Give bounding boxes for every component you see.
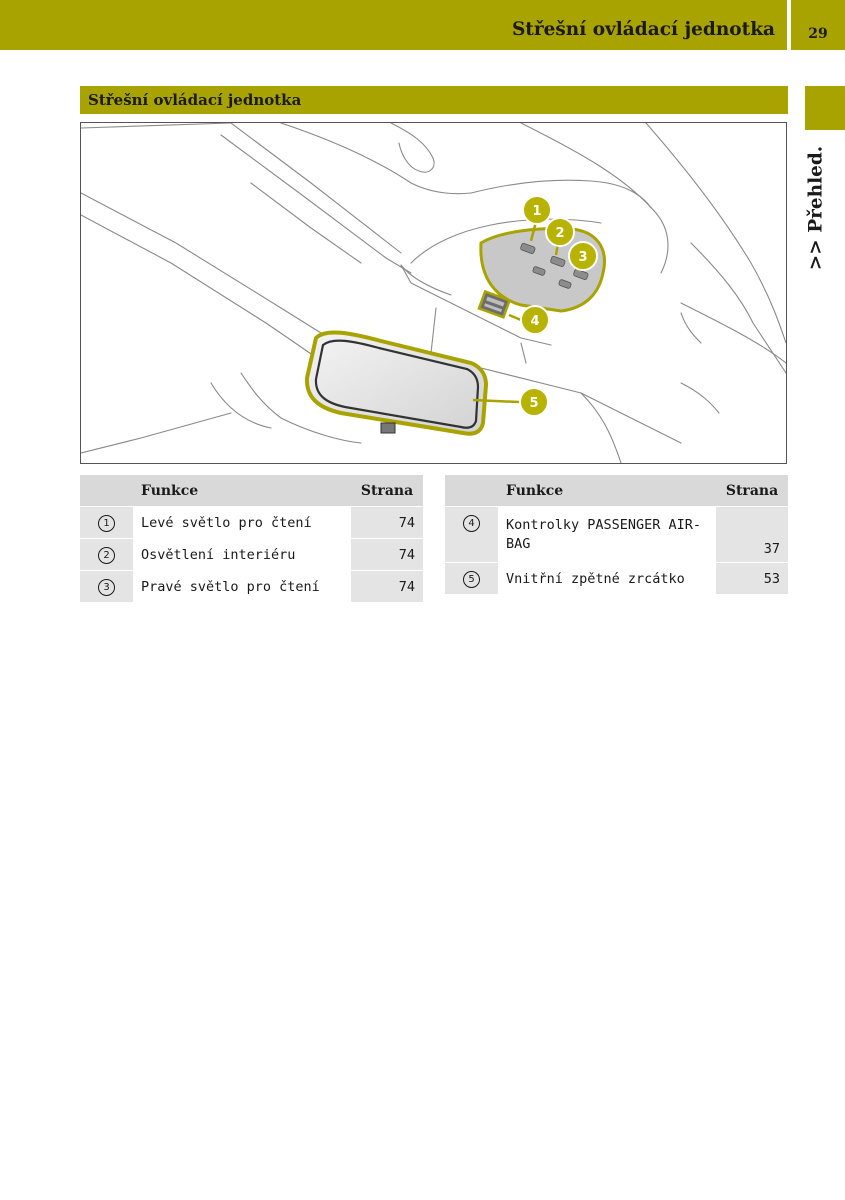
item-function: Osvětlení interiéru bbox=[133, 539, 351, 571]
item-page: 74 bbox=[351, 571, 423, 603]
chapter-label bbox=[797, 146, 835, 270]
table-header-number bbox=[445, 475, 498, 507]
item-function: Pravé světlo pro čtení bbox=[133, 571, 351, 603]
header-bar bbox=[0, 0, 787, 50]
table-header-row bbox=[445, 475, 788, 507]
item-function: Levé světlo pro čtení bbox=[133, 507, 351, 539]
callout-3 bbox=[569, 242, 597, 270]
callout-4 bbox=[521, 306, 549, 334]
callout-1 bbox=[523, 196, 551, 224]
svg-text:4: 4 bbox=[530, 314, 540, 329]
header-title: Střešní ovládací jednotka bbox=[511, 19, 775, 40]
svg-text:5: 5 bbox=[529, 396, 539, 411]
function-table-left bbox=[80, 475, 423, 602]
table-header-function: Funkce bbox=[498, 475, 716, 507]
table-header-row bbox=[80, 475, 423, 507]
table-header-page: Strana bbox=[351, 475, 423, 507]
item-function: Vnitřní zpětné zrcátko bbox=[498, 563, 716, 595]
table-header-function: Funkce bbox=[133, 475, 351, 507]
illustration-drawing bbox=[81, 123, 786, 463]
callout-5 bbox=[520, 388, 548, 416]
table-row bbox=[80, 507, 423, 539]
item-number: 4 bbox=[463, 515, 480, 532]
item-number: 1 bbox=[98, 515, 115, 532]
function-table-right bbox=[445, 475, 788, 594]
page-number-box bbox=[791, 0, 845, 50]
item-number: 5 bbox=[463, 571, 480, 588]
svg-text:1: 1 bbox=[532, 204, 542, 219]
svg-text:3: 3 bbox=[578, 250, 588, 265]
table-row bbox=[80, 539, 423, 571]
table-row bbox=[445, 563, 788, 595]
table-header-page: Strana bbox=[716, 475, 788, 507]
item-number: 2 bbox=[98, 547, 115, 564]
item-number: 3 bbox=[98, 579, 115, 596]
item-function: Kontrolky PASSENGER AIR-BAG bbox=[498, 507, 716, 563]
roof-control-unit-illustration bbox=[80, 122, 787, 464]
callout-2 bbox=[546, 218, 574, 246]
svg-text:2: 2 bbox=[555, 226, 565, 241]
item-page: 53 bbox=[716, 563, 788, 595]
item-page: 37 bbox=[716, 507, 788, 563]
chapter-label-text: >> Přehled. bbox=[805, 145, 827, 271]
item-page: 74 bbox=[351, 507, 423, 539]
section-title: Střešní ovládací jednotka bbox=[88, 91, 302, 109]
chapter-tab bbox=[805, 86, 845, 130]
table-row bbox=[445, 507, 788, 563]
page-number: 29 bbox=[808, 26, 828, 42]
table-row bbox=[80, 571, 423, 603]
item-page: 74 bbox=[351, 539, 423, 571]
section-bar bbox=[80, 86, 788, 114]
table-header-number bbox=[80, 475, 133, 507]
